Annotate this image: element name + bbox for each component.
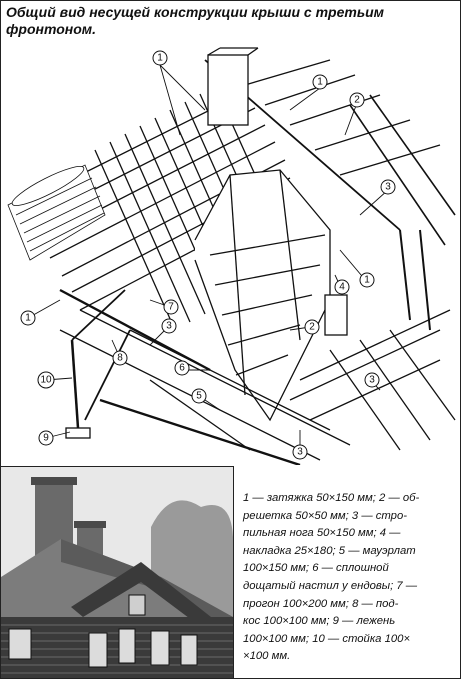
callout-10	[38, 372, 54, 388]
legend-line: 100×100 мм; 10 — стойка 100×	[243, 632, 411, 645]
callout-1-right	[360, 273, 374, 287]
legend-line: решетка 50×50 мм; 3 — стро-	[243, 509, 408, 522]
callout-2-top	[350, 93, 364, 107]
svg-text:2: 2	[309, 321, 315, 333]
legend-line: 100×150 мм; 6 — сплошной	[243, 562, 389, 575]
svg-text:3: 3	[385, 181, 391, 193]
svg-text:1: 1	[317, 76, 323, 88]
callout-2-gable	[305, 320, 319, 334]
svg-text:10: 10	[40, 374, 52, 386]
svg-text:5: 5	[196, 390, 202, 402]
callout-1-left	[21, 311, 35, 325]
legend-line: пильная нога 50×150 мм; 4 —	[243, 527, 401, 540]
callout-3-right-top	[381, 180, 395, 194]
legend-line: ×100 мм.	[243, 650, 291, 663]
callout-1-ridge	[313, 75, 327, 89]
callout-5	[192, 389, 206, 403]
callout-3-right-bottom	[365, 373, 379, 387]
svg-text:2: 2	[354, 94, 360, 106]
svg-text:8: 8	[117, 352, 123, 364]
svg-text:1: 1	[157, 52, 163, 64]
rafter-lines	[20, 48, 455, 465]
svg-text:9: 9	[43, 432, 49, 444]
legend-line: накладка 25×180; 5 — мауэрлат	[243, 544, 416, 557]
callout-8	[113, 351, 127, 365]
house-photo-illustration	[1, 467, 233, 678]
legend-line: прогон 100×200 мм; 8 — под-	[243, 597, 399, 610]
callout-3-left	[162, 319, 176, 333]
legend-line: 1 — затяжка 50×150 мм; 2 — об-	[243, 492, 420, 504]
callout-3-bottom	[293, 445, 307, 459]
house-photo	[1, 466, 234, 678]
svg-text:3: 3	[369, 374, 375, 386]
figure-title: Общий вид несущей конструкции крыши с третьим фронтоном.	[6, 4, 385, 37]
callout-9	[39, 431, 53, 445]
svg-text:3: 3	[166, 320, 172, 332]
svg-text:4: 4	[339, 281, 345, 293]
svg-text:1: 1	[25, 312, 31, 324]
legend-line: дощатый настил у ендовы; 7 —	[243, 579, 418, 592]
svg-text:1: 1	[364, 274, 370, 286]
svg-text:3: 3	[297, 446, 303, 458]
svg-text:6: 6	[179, 362, 185, 374]
roofing-sheet	[8, 161, 105, 260]
callout-7	[164, 300, 178, 314]
svg-text:7: 7	[168, 301, 174, 313]
callout-6	[175, 361, 189, 375]
callout-4	[335, 280, 349, 294]
legend-line: кос 100×100 мм; 9 — лежень	[243, 615, 396, 628]
legend	[243, 490, 455, 666]
callout-1-top	[153, 51, 167, 65]
